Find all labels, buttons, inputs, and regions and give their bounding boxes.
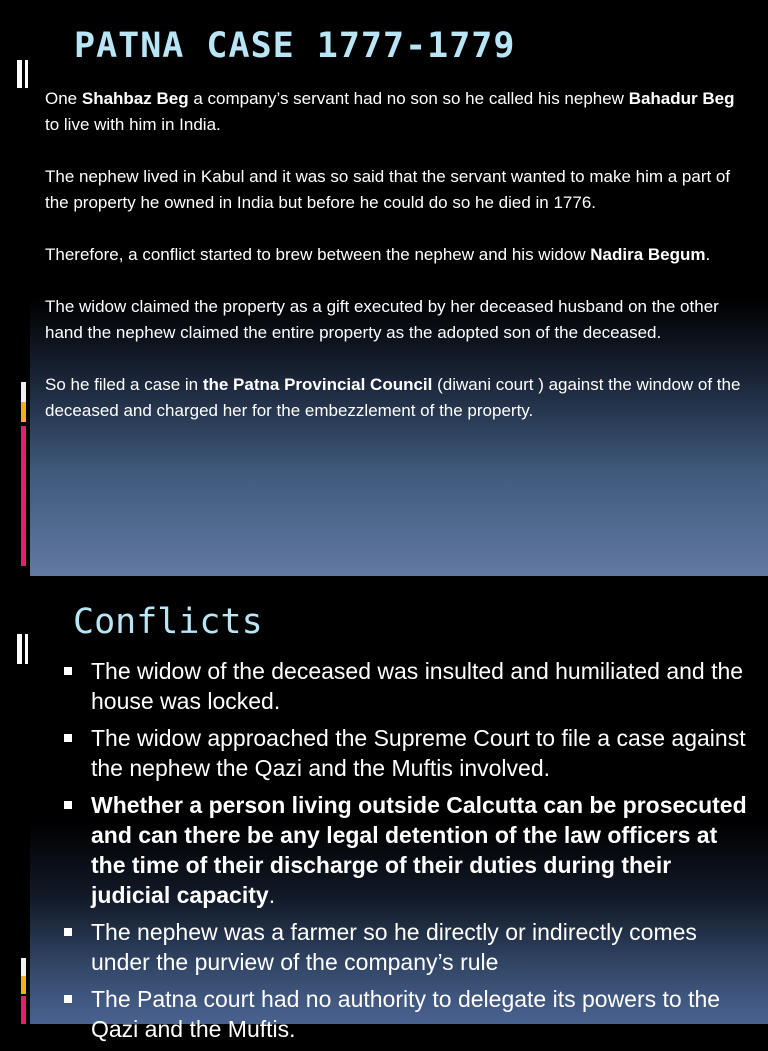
bullet-item: The widow of the deceased was insulted and humiliated and the house was locked.	[62, 656, 752, 716]
bullet-square-icon	[64, 734, 72, 742]
slide-marker-bar	[25, 634, 28, 664]
slide-marker-bar	[25, 60, 28, 88]
paragraph-2: The nephew lived in Kabul and it was so said that the servant wanted to make him a part of the property he owned in India but before he could do so he died in 1776.	[45, 167, 731, 212]
accent-bar-pink	[21, 996, 26, 1024]
accent-bar-yellow	[21, 976, 26, 994]
slide-marker-bar	[17, 634, 22, 664]
bullet-item: The nephew was a farmer so he directly or indirectly comes under the purview of the company’s rule	[62, 917, 752, 977]
bullet-item: The widow approached the Supreme Court to file a case against the nephew the Qazi and the Muftis involved.	[62, 723, 752, 783]
slide-body	[45, 86, 745, 450]
paragraph-4: The widow claimed the property as a gift executed by her deceased husband on the other hand the nephew claimed the entire property as the adopted son of the deceased.	[45, 297, 719, 342]
paragraph-5: So he filed a case in the Patna Provincial Council (diwani court ) against the window of the deceased and charged her for the embezzlement of the property.	[45, 375, 741, 420]
bullet-square-icon	[64, 995, 72, 1003]
name-shahbaz-beg: Shahbaz Beg	[81, 89, 189, 108]
slide-title-conflicts: Conflicts	[73, 602, 263, 642]
accent-bar-white	[21, 958, 26, 976]
name-nadira-begum: Nadira Begum	[590, 245, 706, 264]
accent-bar-pink	[21, 426, 26, 566]
bullet-square-icon	[64, 667, 72, 675]
bullet-square-icon	[64, 801, 72, 809]
court-name: the Patna Provincial Council	[202, 375, 433, 394]
paragraph-3: Therefore, a conflict started to brew between the nephew and his widow Nadira Begum.	[45, 245, 711, 264]
slide-title: PATNA CASE 1777-1779	[74, 26, 516, 66]
name-bahadur-beg: Bahadur Beg	[628, 89, 735, 108]
accent-bar-yellow	[21, 402, 26, 422]
bullet-item: Whether a person living outside Calcutta can be prosecuted and can there be any legal detention of the law officers at the time of their discharge of their duties during their judicial capacity.	[62, 790, 752, 910]
slide-marker-bar	[17, 60, 22, 88]
bullet-item: The Patna court had no authority to delegate its powers to the Qazi and the Muftis.	[62, 984, 752, 1044]
paragraph-1: One Shahbaz Beg a company’s servant had no son so he called his nephew Bahadur Beg to live with him in India.	[45, 89, 735, 134]
bullet-square-icon	[64, 928, 72, 936]
accent-bar-white	[21, 382, 26, 402]
conflicts-bullet-list	[62, 656, 752, 1051]
